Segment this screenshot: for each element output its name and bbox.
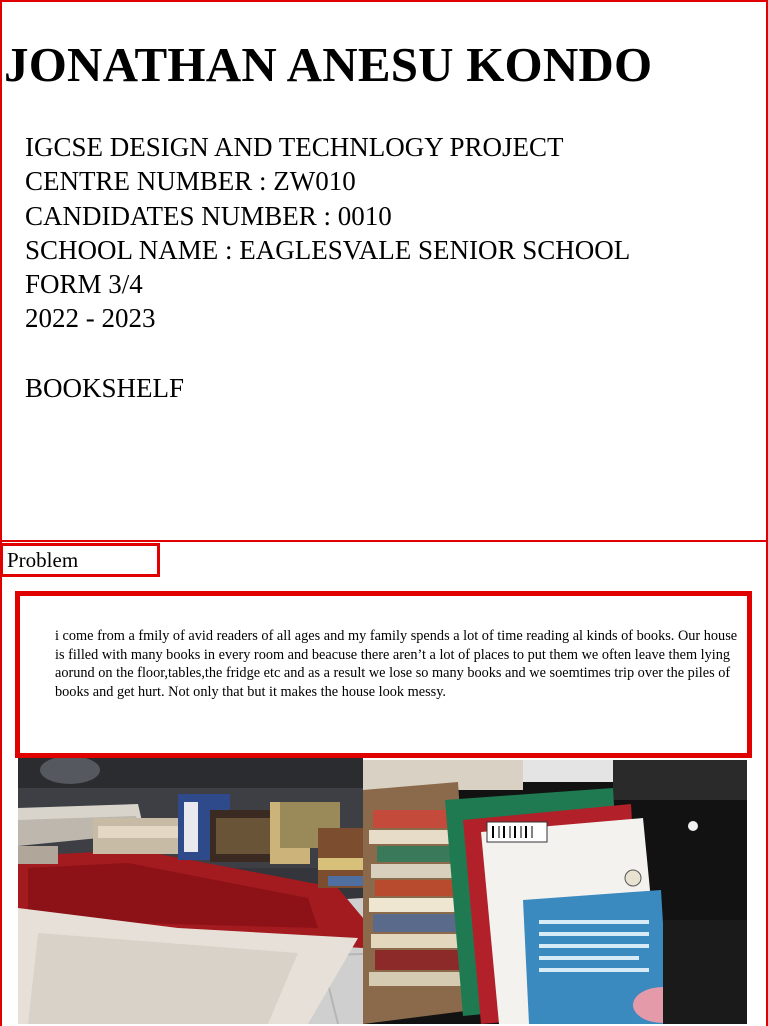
school-name-line: SCHOOL NAME : EAGLESVALE SENIOR SCHOOL [25, 234, 631, 265]
project-topic: BOOKSHELF [25, 373, 185, 403]
year-line: 2022 - 2023 [25, 303, 156, 334]
problem-heading: Problem [0, 543, 160, 577]
books-on-table-image [363, 760, 747, 1024]
photo-books-on-floor [18, 758, 363, 1024]
project-info [25, 130, 630, 336]
problem-statement-text: i come from a fmily of avid readers of all ages and my family spends a lot of time reading al kinds of books. Our house is filled with many books in every room and beacuse there aren’t a lot of places to put them we often leave them lying aorund on the floor,tables,the fridge etc and as a result we lose so many books and we soemtimes trip over the piles of books and get hurt. Not only that but it makes the house look messy. [55, 628, 738, 700]
books-on-floor-image [18, 758, 363, 1024]
project-title-line: IGCSE DESIGN AND TECHNLOGY PROJECT [25, 132, 564, 162]
form-line: FORM 3/4 [25, 269, 143, 300]
centre-number-line: CENTRE NUMBER : ZW010 [25, 166, 356, 197]
photo-books-on-table [363, 760, 747, 1024]
candidate-number-line: CANDIDATES NUMBER : 0010 [25, 200, 392, 231]
author-name: JONATHAN ANESU KONDO [4, 37, 653, 92]
